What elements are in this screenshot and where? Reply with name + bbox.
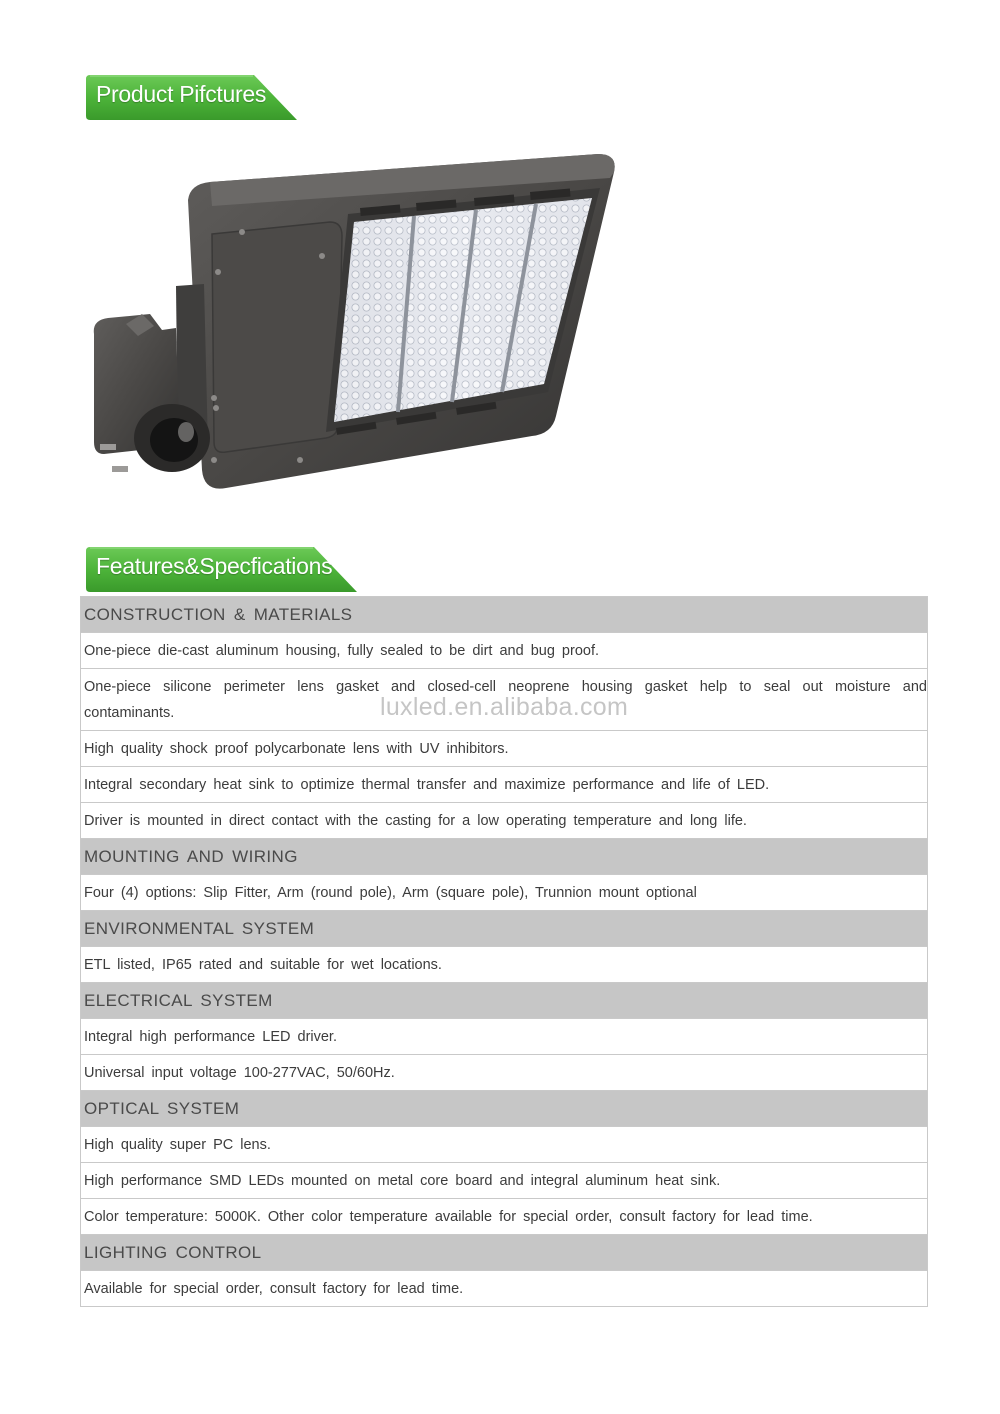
spec-row — [81, 1271, 928, 1307]
spec-row — [81, 1019, 928, 1055]
spec-text: Integral high performance LED driver. — [81, 1019, 928, 1055]
section-header: MOUNTING AND WIRING — [81, 839, 928, 875]
spec-text: Universal input voltage 100-277VAC, 50/60Hz. — [81, 1055, 928, 1091]
section-header-row — [81, 1235, 928, 1271]
product-pictures-title: Product Pifctures — [96, 81, 267, 107]
spec-text: One-piece die-cast aluminum housing, fully sealed to be dirt and bug proof. — [81, 633, 928, 669]
spec-text: High quality super PC lens. — [81, 1127, 928, 1163]
spec-row — [81, 875, 928, 911]
features-specifications-title: Features&Specfications — [96, 553, 333, 579]
features-specifications-banner — [86, 547, 358, 593]
spec-row — [81, 1163, 928, 1199]
spec-text: Color temperature: 5000K. Other color temperature available for special order, consult factory for lead time. — [81, 1199, 928, 1235]
spec-row — [81, 1055, 928, 1091]
spec-row — [81, 731, 928, 767]
section-header-row — [81, 839, 928, 875]
section-header-row — [81, 597, 928, 633]
spec-text: Driver is mounted in direct contact with the casting for a low operating temperature and long life. — [81, 803, 928, 839]
section-header-row — [81, 1091, 928, 1127]
spec-row — [81, 803, 928, 839]
spec-text: High quality shock proof polycarbonate lens with UV inhibitors. — [81, 731, 928, 767]
led-shoebox-light-image — [86, 148, 622, 496]
section-header: CONSTRUCTION & MATERIALS — [81, 597, 928, 633]
spec-text: ETL listed, IP65 rated and suitable for wet locations. — [81, 947, 928, 983]
section-header-row — [81, 983, 928, 1019]
watermark-text: luxled.en.alibaba.com — [380, 693, 629, 721]
spec-row — [81, 767, 928, 803]
section-header-row — [81, 911, 928, 947]
product-pictures-banner — [86, 75, 298, 121]
spec-text: Four (4) options: Slip Fitter, Arm (round pole), Arm (square pole), Trunnion mount optional — [81, 875, 928, 911]
spec-text: Integral secondary heat sink to optimize thermal transfer and maximize performance and life of LED. — [81, 767, 928, 803]
spec-row — [81, 633, 928, 669]
section-header: OPTICAL SYSTEM — [81, 1091, 928, 1127]
spec-row — [81, 1199, 928, 1235]
section-header: ELECTRICAL SYSTEM — [81, 983, 928, 1019]
section-header: LIGHTING CONTROL — [81, 1235, 928, 1271]
spec-text: High performance SMD LEDs mounted on metal core board and integral aluminum heat sink. — [81, 1163, 928, 1199]
spec-text: One-piece silicone perimeter lens gasket and closed-cell neoprene housing gasket help to seal out moisture and contaminants. — [81, 669, 928, 731]
spec-row — [81, 1127, 928, 1163]
spec-row — [81, 947, 928, 983]
spec-text: Available for special order, consult factory for lead time. — [81, 1271, 928, 1307]
section-header: ENVIRONMENTAL SYSTEM — [81, 911, 928, 947]
